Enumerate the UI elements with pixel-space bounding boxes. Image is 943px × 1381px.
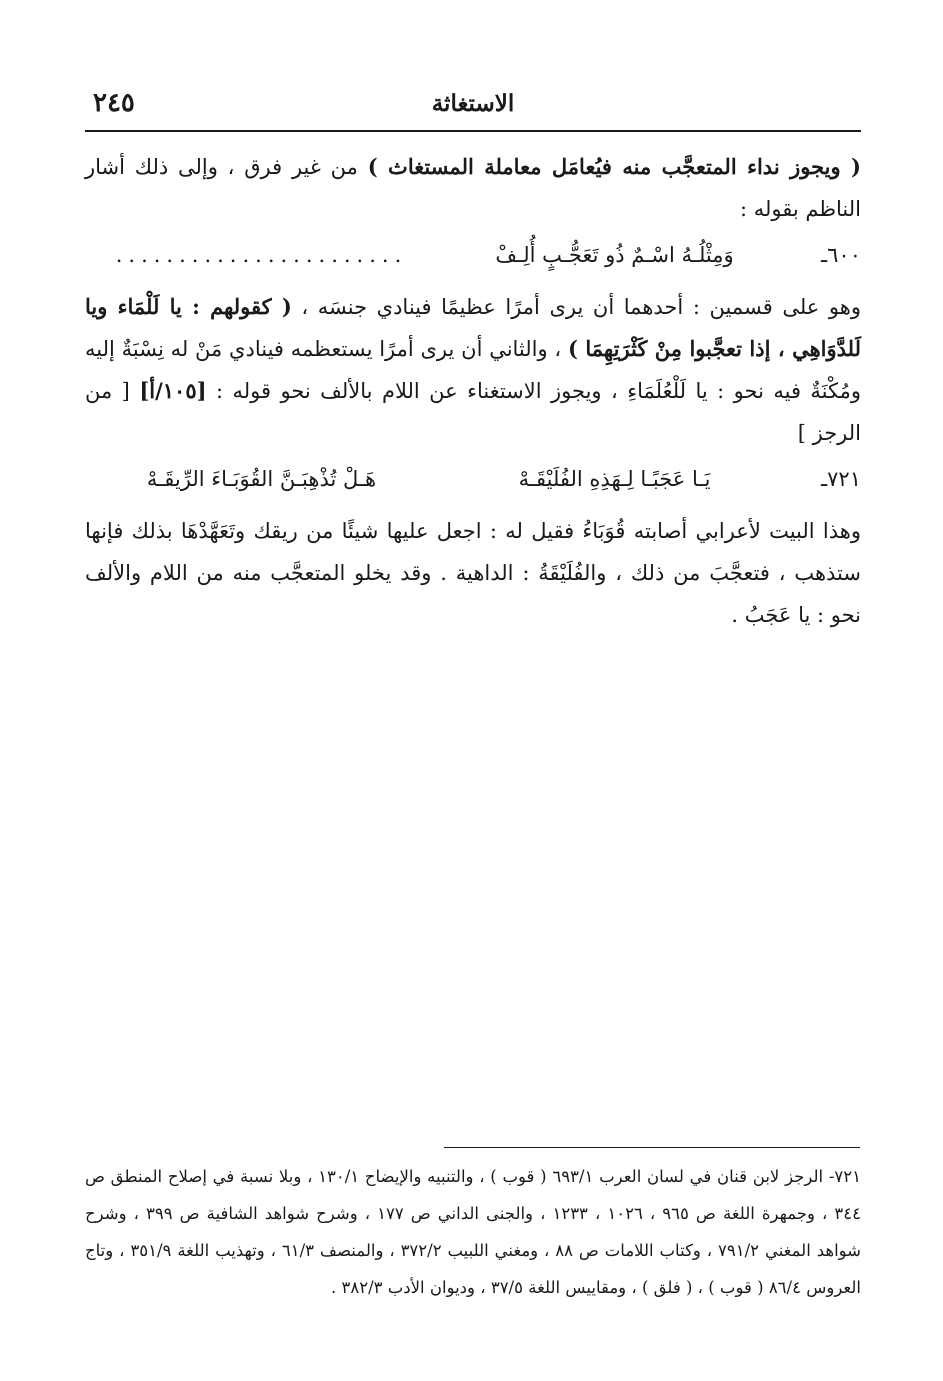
- paragraph-2: [85, 286, 861, 454]
- footnote-separator: [444, 1147, 860, 1148]
- footnote-721: ٧٢١- الرجز لابن قنان في لسان العرب ٦٩٣/١ ( قوب ) ، والتنبيه والإيضاح ١٣٠/١ ، وبلا نسبة في إصلاح المنطق ص ٣٤٤ ، وجمهرة اللغة ص ٩٦٥ ، ١٠٢٦ ، ١٢٣٣ ، والجنى الداني ص ١٧٧ ، وشرح شواهد الشافية ص ٣٩٩ ، وشرح شواهد المغني ٧٩١/٢ ، وكتاب اللامات ص ٨٨ ، ومغني اللبيب ٣٧٢/٢ ، والمنصف ٦١/٣ ، وتهذيب اللغة ٣٥١/٩ ، وتاج العروس ٨٦/٤ ( قوب ) ، ( فلق ) ، ومقاييس اللغة ٣٧/٥ ، وديوان الأدب ٣٨٢/٣ .: [85, 1167, 861, 1297]
- commentary-text-2b: ، والثاني أن يرى أمرًا يستعظمه فينادي مَنْ له نِسْبَةٌ إليه ومُكْنَةٌ فيه نحو : يا لَلْعُلَمَاءِ ، ويجوز الاستغناء عن اللام بالألف نحو قوله :: [85, 337, 862, 403]
- meter-label: [ من الرجز ]: [85, 379, 861, 445]
- verse-first-hemistich: يَـا عَجَبًـا لِـهَذِهِ الفُلَيْقَـهْ: [518, 467, 711, 491]
- running-title: الاستغاثة: [431, 90, 515, 117]
- paragraph-1: [85, 146, 861, 230]
- page-number: ٢٤٥: [93, 88, 135, 118]
- main-text: [85, 146, 861, 636]
- verse-721: [85, 456, 861, 502]
- footnotes: [85, 1158, 861, 1306]
- verse-number: ٧٢١ـ: [821, 467, 861, 491]
- verse-first-hemistich: وَمِثْلُـهُ اسْـمٌ ذُو تَعَجُّـبٍ أُلِـفْ: [495, 243, 734, 267]
- verse-second-hemistich: هَـلْ تُذْهِبَـنَّ القُوَبَـاءَ الرِّيقَـهْ: [146, 467, 377, 491]
- commentary-text-2a: وهو على قسمين : أحدهما أن يرى أمرًا عظيمًا فينادي جنسَه ،: [291, 295, 861, 319]
- matn-excerpt-2: ( كقولهم : يا لَلْمَاء ويا لَلدَّوَاهِي ، إذا تعجَّبوا مِنْ كَثْرَتِهِمَا ): [85, 294, 861, 361]
- verse-600: [85, 232, 861, 278]
- paragraph-3: وهذا البيت لأعرابي أصابته قُوَبَاءُ فقيل له : اجعل عليها شيئًا من ريقك وتَعَهَّدْهَا بذلك فإنها ستذهب ، فتعجَّبَ من ذلك ، والفُلَيْقَةُ : الداهية . وقد يخلو المتعجَّب منه من اللام والألف نحو : يا عَجَبُ .: [85, 519, 861, 627]
- manuscript-folio-ref: [١٠٥/أ]: [139, 378, 207, 403]
- verse-second-hemistich-ellipsis: .......................: [115, 243, 408, 267]
- page-header: [85, 86, 861, 132]
- commentary-text-1: من غير فرق ، وإلى ذلك أشار الناظم بقوله :: [85, 155, 861, 221]
- matn-excerpt-1: ( ويجوز نداء المتعجَّب منه فيُعامَل معاملة المستغاث ): [367, 154, 861, 179]
- verse-number: ٦٠٠ـ: [821, 243, 861, 267]
